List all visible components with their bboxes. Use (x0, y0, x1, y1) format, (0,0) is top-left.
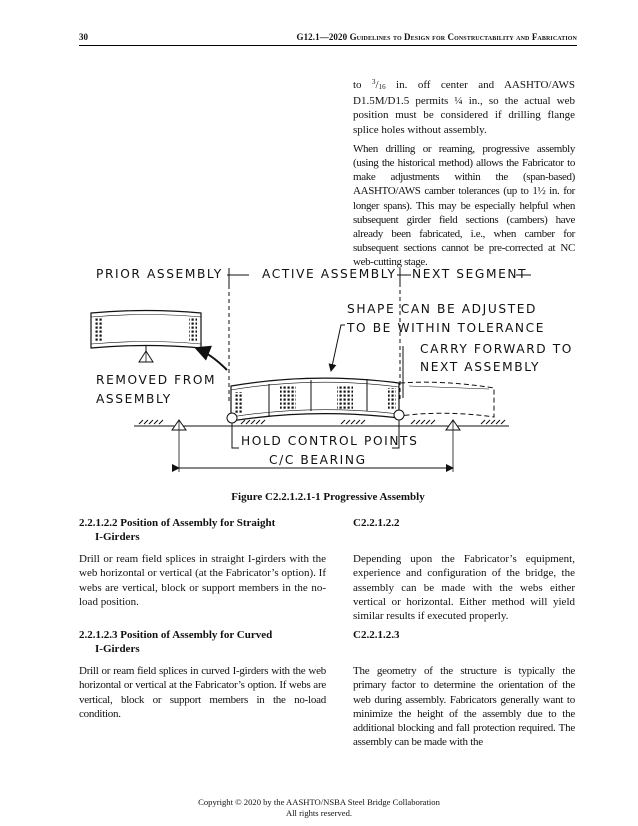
label-within-tolerance: TO BE WITHIN TOLERANCE (347, 321, 546, 335)
section-heading: 2.2.1.2.3 Position of Assembly for Curved I-Girders (79, 629, 273, 655)
copyright-line: Copyright © 2020 by the AASHTO/NSBA Steel Bridge Collaboration (198, 797, 440, 807)
label-hold-control-points: HOLD CONTROL POINTS (241, 434, 419, 448)
label-cc-bearing: C/C BEARING (269, 453, 367, 467)
active-girder (231, 378, 399, 421)
control-point-right (394, 410, 404, 420)
next-girder (400, 382, 494, 417)
section-body: Drill or ream field splices in straight I-girders with the web horizontal or vertical (at the Fabricator’s option). If webs are vertical, block or support members in the no-load position. (79, 553, 326, 608)
commentary-heading: C2.2.1.2.2 (353, 517, 400, 529)
page-header (79, 32, 577, 46)
assembly-diagram (79, 258, 577, 484)
page-number: 30 (79, 32, 88, 42)
top-right-column (353, 75, 575, 275)
section-2-2-1-2-3 (79, 628, 326, 721)
commentary-heading: C2.2.1.2.3 (353, 629, 400, 641)
section-body: Drill or ream field splices in curved I-girders with the web horizontal or vertical at the Fabricator’s option. If webs are vertical, block or support members in the no-load condition. (79, 665, 326, 720)
section-heading: 2.2.1.2.2 Position of Assembly for Straight I-Girders (79, 517, 276, 543)
removed-arrow (196, 348, 227, 370)
label-carry-forward: CARRY FORWARD TO (420, 342, 573, 356)
label-shape-adjusted: SHAPE CAN BE ADJUSTED (347, 302, 538, 316)
running-title: G12.1—2020 Guidelines to Design for Constructability and Fabrication (296, 32, 577, 42)
commentary-c2-2-1-2-2 (353, 516, 575, 623)
fraction-numerator: 3 (372, 78, 376, 86)
label-assembly: ASSEMBLY (96, 392, 172, 406)
label-next-assembly: NEXT ASSEMBLY (420, 360, 541, 374)
page-footer (79, 797, 559, 818)
progressive-assembly-figure (79, 258, 577, 484)
commentary-body: The geometry of the structure is typically the primary factor to determine the orientation of the web during assembly. Fabricators generally want to minimize the height of the assembly due to the additional blocking and fall protection required. The assembly can be made with the (353, 665, 575, 749)
rights-line: All rights reserved. (285, 807, 353, 818)
label-next-segment: NEXT SEGMENT (412, 267, 528, 281)
control-point-left (227, 413, 237, 423)
hold-bracket-left (232, 426, 239, 448)
paragraph-continuation: to $^3/_{16}$ in. off center and AASHTO/AWS D1.5M/D1.5 permits ¼ in., so the actual web position must be considered if drilling flange splice holes without assembly. (353, 78, 576, 136)
figure-caption: Figure C2.2.1.2.1-1 Progressive Assembly (231, 491, 425, 503)
label-removed-from: REMOVED FROM (96, 373, 217, 387)
fraction-denominator: 16 (378, 83, 386, 91)
paragraph-progressive-assembly: When drilling or reaming, progressive assembly (using the historical method) allows the Fabricator to make adjustments within the (span-based) AASHTO/AWS camber tolerances (up to 1½ in. for longer spans). This may be especially helpful when subsequent girder field sections (cambers) have already been fabricated, i.e., when camber for subsequent sections cannot be pre-corrected at NC web-cutting stage. (353, 142, 575, 269)
label-prior-assembly: PRIOR ASSEMBLY (96, 267, 223, 281)
section-2-2-1-2-2 (79, 516, 326, 609)
shape-leader (331, 325, 345, 371)
commentary-body: Depending upon the Fabricator’s equipment, experience and configuration of the bridge, the assembly can be made with the webs either vertical or horizontal. Either method will yield similar results if executed properly. (353, 553, 575, 623)
label-active-assembly: ACTIVE ASSEMBLY (262, 267, 397, 281)
prior-girder (91, 311, 201, 363)
commentary-c2-2-1-2-3 (353, 628, 575, 750)
